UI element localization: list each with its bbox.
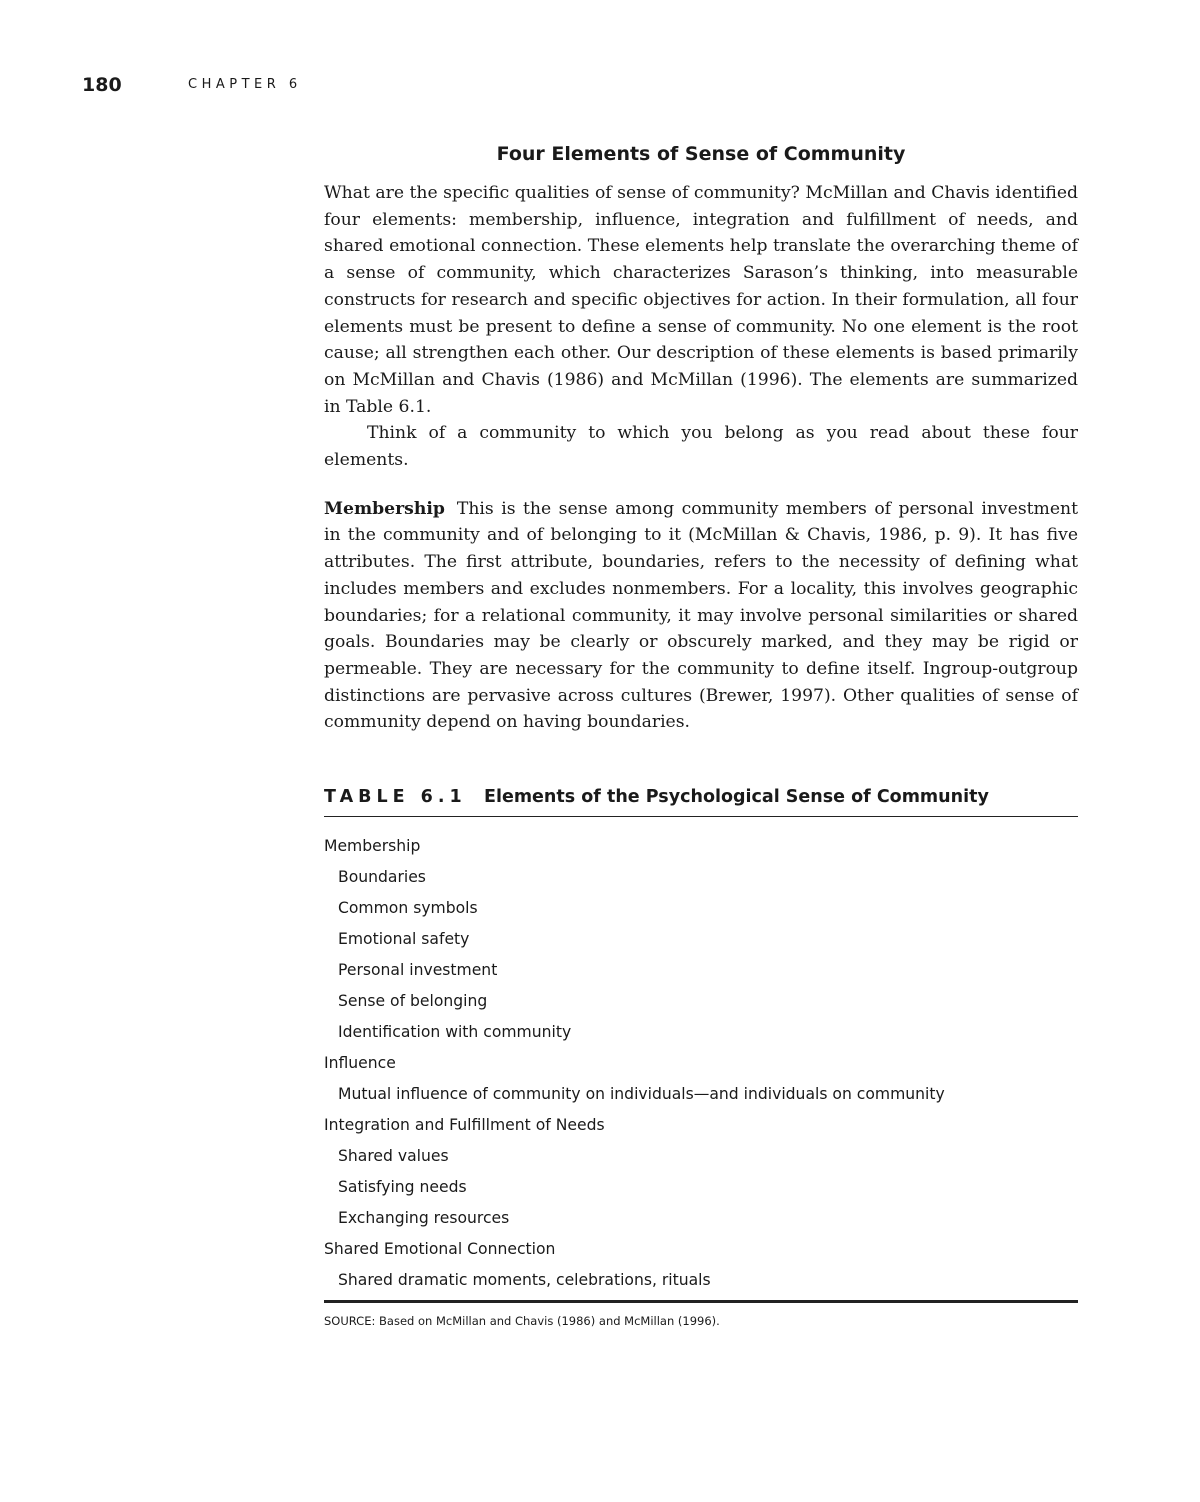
membership-text: This is the sense among community members of personal investment in the community and of belonging to it (McMillan & Chavis, 1986, p. 9). It has five attributes. The first attribute, boundaries, refers to the necessity of defining what includes members and excludes nonmembers. For a locality, this involves geographic boundaries; for a relational community, it may involve personal similarities or shared goals. Boundaries may be clearly or obscurely marked, and they may be rigid or permeable. They are necessary for the community to define itself. Ingroup-outgroup distinctions are pervasive across cultures (Brewer, 1997). Other qualities of sense of community depend on having boundaries. [324, 498, 1078, 733]
table-6-1 [324, 784, 1078, 1329]
table-category-membership: Membership [324, 837, 421, 856]
table-category-influence: Influence [324, 1054, 396, 1073]
membership-run-in-heading: Membership [324, 498, 445, 519]
section-heading: Four Elements of Sense of Community [496, 143, 906, 165]
page-number: 180 [82, 74, 122, 96]
table-body [324, 817, 1078, 1303]
reflection-paragraph: Think of a community to which you belong as you read about these four elements. [324, 423, 1078, 471]
table-category-integration: Integration and Fulfillment of Needs [324, 1116, 605, 1135]
table-item: Mutual influence of community on individuals—and individuals on community [338, 1085, 945, 1104]
table-item: Identification with community [338, 1023, 572, 1042]
table-item: Emotional safety [338, 930, 470, 949]
table-title: Elements of the Psychological Sense of Community [484, 787, 989, 808]
intro-paragraph: What are the specific qualities of sense of community? McMillan and Chavis identified four elements: membership, influence, integration and fulfillment of needs, and shared emotional connection. These elements help translate the overarching theme of a sense of community, which characterizes Sarason’s thinking, into measurable constructs for research and specific objectives for action. In their formulation, all four elements must be present to define a sense of community. No one element is the root cause; all strengthen each other. Our description of these elements is based primarily on McMillan and Chavis (1986) and McMillan (1996). The elements are summarized in Table 6.1. [324, 183, 1078, 417]
page-content [324, 140, 1078, 1329]
chapter-label: CHAPTER 6 [188, 77, 302, 92]
table-label: TABLE 6.1 [324, 787, 467, 808]
table-item: Satisfying needs [338, 1178, 467, 1197]
table-item: Shared values [338, 1147, 449, 1166]
table-item: Common symbols [338, 899, 478, 918]
table-source-note: SOURCE: Based on McMillan and Chavis (1986) and McMillan (1996). [324, 1314, 720, 1329]
table-item: Personal investment [338, 961, 498, 980]
table-item: Boundaries [338, 868, 426, 887]
table-item: Shared dramatic moments, celebrations, rituals [338, 1271, 711, 1290]
membership-paragraph [324, 496, 1078, 736]
table-item: Exchanging resources [338, 1209, 510, 1228]
running-head [82, 74, 302, 100]
table-caption [324, 784, 1078, 817]
table-category-shared-emotional-connection: Shared Emotional Connection [324, 1240, 556, 1259]
table-item: Sense of belonging [338, 992, 488, 1011]
